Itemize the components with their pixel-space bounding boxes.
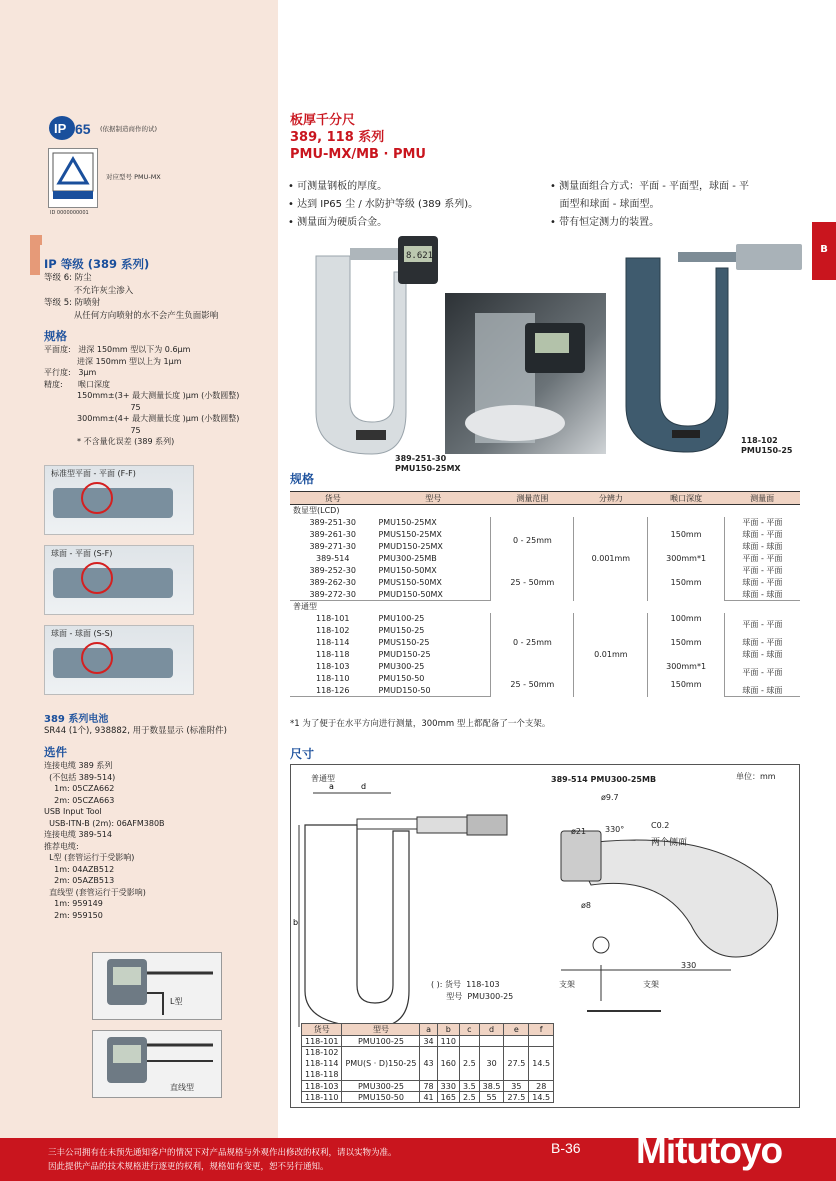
label-389514: 389-514 PMU300-25MB bbox=[551, 775, 657, 784]
micrometer-lcd-photo bbox=[310, 232, 440, 460]
title-line2: 389, 118 系列 bbox=[290, 130, 385, 145]
dimension-section-title: 尺寸 bbox=[290, 747, 315, 761]
photo-caption-lcd: 389-251-30 PMU150-25MX bbox=[395, 454, 461, 473]
c02-label: C0.2 bbox=[651, 821, 670, 830]
col-header: 测量面 bbox=[724, 492, 800, 505]
table-row: 118-103 PMU300-25 300mm*1 平面 - 平面 bbox=[290, 661, 800, 673]
option-straight-label: 直线型 bbox=[170, 1083, 194, 1092]
table-row: 389-261-30 PMUS150-25MX 球面 - 平面 bbox=[290, 529, 800, 541]
option-l-cable-image bbox=[92, 952, 222, 1020]
table-row: 118-110 PMU150-50 41 165 2.5 55 27.5 14.5 bbox=[302, 1092, 554, 1103]
table-row: 118-114 PMUS150-25 球面 - 平面 bbox=[290, 637, 800, 649]
footnote: *1 为了便于在水平方向进行测量，300mm 型上都配备了一个支架。 bbox=[290, 719, 551, 729]
thumb-label: 标准型平面 - 平面 (F-F) bbox=[51, 469, 136, 478]
highlight-circle bbox=[81, 562, 113, 594]
spec-text: 平面度: 进深 150mm 型以下为 0.6μm 进深 150mm 型以上为 1μm 平行度: 3μm 精度: 喉口深度 150mm±(3+ 最大测量长度 )μm (小数圆整) 75 300mm±(4+ 最大测量长度 )μm (小数圆整) 75 * 不含量化误差 (389 系列) bbox=[44, 345, 240, 446]
table-row: 118-101 PMU100-25 34 110 bbox=[302, 1036, 554, 1047]
table-row: 118-102 118-114 118-118 PMU(S · D)150-25 43 160 2.5 30 27.5 14.5 bbox=[302, 1047, 554, 1081]
table-row: 118-103 PMU300-25 78 330 3.5 38.5 35 28 bbox=[302, 1081, 554, 1092]
anvil-shape bbox=[53, 648, 173, 678]
phi21-label: ø21 bbox=[571, 827, 587, 836]
table-row: 389-514 PMU300-25MB 300mm*1 平面 - 平面 bbox=[290, 553, 800, 565]
dim-330-label: 330 bbox=[681, 961, 697, 970]
two-sides-label: 两个侧面 bbox=[651, 838, 688, 848]
corner-decoration bbox=[30, 235, 42, 275]
option-straight-cable-image bbox=[92, 1030, 222, 1098]
thumb-ff bbox=[44, 465, 194, 535]
footer-notice: 三丰公司拥有在未预先通知客户的情况下对产品规格与外观作出修改的权利，请以实物为准。 因此提供产品的技术规格进行逐更的权利，规格如有变更，恕不另行通知。 bbox=[48, 1148, 397, 1172]
table-row: 118-102 PMU150-25 150mm bbox=[290, 625, 800, 637]
support-right-label: 支架 bbox=[643, 980, 659, 989]
spec-section-title: 规格 bbox=[290, 472, 315, 486]
unit-label: 单位：mm bbox=[736, 772, 776, 781]
svg-text:a: a bbox=[329, 782, 334, 791]
thumb-label: 球面 - 平面 (S-F) bbox=[51, 549, 113, 558]
svg-text:8.621: 8.621 bbox=[406, 251, 434, 261]
ip-rating-text: 等级 6: 防尘 不允许灰尘渗入 等级 5: 防喷射 从任何方向喷射的水不会产生负面影响 bbox=[44, 273, 219, 321]
features-right: • 测量面组合方式：平面 - 平面型，球面 - 平 面型和球面 - 球面型。 • 带有恒定测力的装置。 bbox=[550, 181, 750, 228]
table-row: 389-271-30 PMUD150-25MX 球面 - 球面 bbox=[290, 541, 800, 553]
col-header: 喉口深度 bbox=[648, 492, 724, 505]
thumb-label: 球面 - 球面 (S-S) bbox=[51, 629, 113, 638]
table-row: 118-118 PMUD150-25 球面 - 球面 bbox=[290, 649, 800, 661]
ip-rating-title: IP 等级 (389 系列) bbox=[44, 257, 150, 271]
phi97-label: ø9.7 bbox=[601, 793, 619, 802]
svg-text:b: b bbox=[293, 918, 299, 927]
svg-text:IP: IP bbox=[54, 121, 67, 136]
table-row: 389-262-30 PMUS150-50MX 球面 - 平面 bbox=[290, 577, 800, 589]
table-row: 389-252-30 PMU150-50MX 25 - 50mm 150mm 平面 - 平面 bbox=[290, 565, 800, 577]
svg-text:d: d bbox=[361, 782, 367, 791]
label-standard: 普通型 bbox=[311, 774, 335, 783]
phi8-label: ø8 bbox=[581, 901, 591, 910]
anvil-shape bbox=[53, 488, 173, 518]
col-header: 分辨力 bbox=[574, 492, 648, 505]
options-title: 选件 bbox=[44, 745, 67, 759]
product-title bbox=[290, 112, 426, 163]
legend-line2: 型号 PMU300-25 bbox=[431, 992, 514, 1001]
anvil-shape bbox=[53, 568, 173, 598]
brand-logo: Mitutoyo bbox=[636, 1130, 783, 1171]
highlight-circle bbox=[81, 642, 113, 674]
support-left-label: 支架 bbox=[559, 980, 575, 989]
table-row: 118-110 PMU150-50 25 - 50mm 150mm bbox=[290, 673, 800, 685]
table-row: 389-272-30 PMUD150-50MX 球面 - 球面 bbox=[290, 589, 800, 601]
battery-title: 389 系列电池 bbox=[44, 714, 109, 725]
highlight-circle bbox=[81, 482, 113, 514]
dimension-table: 货号 型号 a b c d e f 118-101 PMU100-25 34 110 118-102 118-114 118-118 PMU(S · D)150-25 43 160 2.5 30 27.5 14.5 118-103 PMU300-25 78 330 3.5 38.5 35 28 118-110 PMU150-50 41 165 2.5 55 27.5 14.5 bbox=[301, 1023, 554, 1103]
tuv-number: ID 0000000001 bbox=[50, 210, 89, 216]
spec-table bbox=[290, 491, 800, 697]
tuv-badge-icon bbox=[48, 148, 98, 208]
table-row: 118-101 PMU100-25 0 - 25mm 0.01mm 100mm 平面 - 平面 bbox=[290, 613, 800, 625]
page-number: B-36 bbox=[551, 1140, 581, 1156]
table-row: 389-251-30 PMU150-25MX 0 - 25mm 0.001mm 150mm 平面 - 平面 bbox=[290, 517, 800, 529]
usage-photo bbox=[445, 293, 606, 454]
table-row: 118-126 PMUD150-50 球面 - 球面 bbox=[290, 685, 800, 697]
section-tab: B bbox=[812, 222, 836, 280]
spec-title: 规格 bbox=[44, 329, 67, 343]
battery-text: SR44 (1个), 938882, 用于数显显示 (标准附件) bbox=[44, 726, 227, 736]
features-left: • 可测量钢板的厚度。 • 达到 IP65 尘 / 水防护等级 (389 系列)。 • 测量面为硬质合金。 bbox=[288, 181, 479, 228]
photo-caption-standard: 118-102 PMU150-25 bbox=[741, 436, 793, 455]
option-l-label: L型 bbox=[170, 997, 183, 1006]
ip-caption: (依据制造商作的试) bbox=[100, 125, 158, 133]
col-header: 型号 bbox=[375, 492, 491, 505]
group-label: 数显型(LCD) bbox=[293, 506, 340, 516]
group-label: 普通型 bbox=[293, 602, 317, 612]
title-line3: PMU-MX/MB · PMU bbox=[290, 147, 426, 162]
micrometer-standard-photo bbox=[618, 238, 808, 460]
options-list: 连接电缆 389 系列 (不包括 389-514) 1m: 05CZA662 2m: 05CZA663 USB Input Tool USB-ITN-B (2m): 06AFM380B 连接电缆 389-514 推荐电缆: L型 (套管运行于受影响) 1m: 04AZB512 2m: 05AZB513 直线型 (套管运行于受影响) 1m: 959149 2m: 959150 bbox=[44, 761, 165, 920]
legend-line1: ( ): 货号 118-103 bbox=[431, 980, 500, 989]
thumb-sf bbox=[44, 545, 194, 615]
col-header: 货号 bbox=[290, 492, 375, 505]
angle-label: 330° bbox=[605, 825, 625, 834]
thumb-ss bbox=[44, 625, 194, 695]
title-line1: 板厚千分尺 bbox=[290, 113, 356, 128]
col-header: 测量范围 bbox=[491, 492, 574, 505]
svg-text:65: 65 bbox=[75, 121, 91, 137]
tuv-caption: 对应型号 PMU-MX bbox=[106, 173, 161, 181]
ip65-badge-icon bbox=[48, 114, 94, 142]
